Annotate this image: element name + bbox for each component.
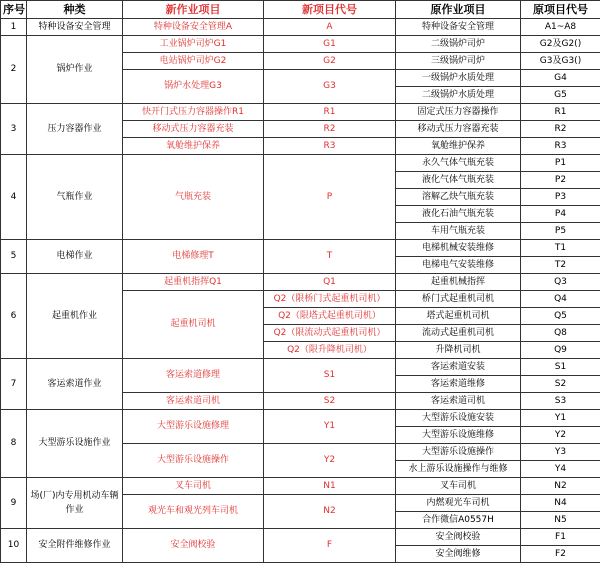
table-row (1, 359, 600, 376)
old-project-cell: 大型游乐设施维修 (396, 427, 521, 444)
new-code-cell: Q1 (264, 274, 396, 291)
category-cell: 场(厂)内专用机动车辆作业 (27, 478, 123, 529)
old-code-cell: Q4 (521, 291, 600, 308)
old-project-cell: 塔式起重机司机 (396, 308, 521, 325)
new-code-cell: Y2 (264, 444, 396, 478)
new-project-cell: 电站锅炉司炉G2 (123, 53, 264, 70)
new-project-cell: 起重机司机 (123, 291, 264, 359)
old-project-cell: 液化石油气瓶充装 (396, 206, 521, 223)
table-row (1, 19, 600, 36)
old-code-cell: A1~A8 (521, 19, 600, 36)
old-code-cell: F2 (521, 546, 600, 563)
new-project-cell: 大型游乐设施操作 (123, 444, 264, 478)
new-project-cell: 快开门式压力容器操作R1 (123, 104, 264, 121)
old-code-cell: Q5 (521, 308, 600, 325)
old-project-cell: 水上游乐设施操作与维修 (396, 461, 521, 478)
old-project-cell: 二级锅炉水质处理 (396, 87, 521, 104)
old-project-cell: 一级锅炉水质处理 (396, 70, 521, 87)
old-project-cell: 起重机械指挥 (396, 274, 521, 291)
old-code-cell: Y4 (521, 461, 600, 478)
old-project-cell: 二级锅炉司炉 (396, 36, 521, 53)
new-code-cell: F (264, 529, 396, 563)
old-project-cell: 安全阀校验 (396, 529, 521, 546)
old-code-cell: T2 (521, 257, 600, 274)
old-code-cell: G5 (521, 87, 600, 104)
table-row (1, 274, 600, 291)
table-row (1, 478, 600, 495)
old-project-cell: 固定式压力容器操作 (396, 104, 521, 121)
old-code-cell: Y2 (521, 427, 600, 444)
old-project-cell: 溶解乙炔气瓶充装 (396, 189, 521, 206)
old-code-cell: S1 (521, 359, 600, 376)
old-project-cell: 永久气体气瓶充装 (396, 155, 521, 172)
old-code-cell: R2 (521, 121, 600, 138)
new-code-cell: N1 (264, 478, 396, 495)
new-project-cell: 起重机指挥Q1 (123, 274, 264, 291)
old-project-cell: 大型游乐设施安装 (396, 410, 521, 427)
old-project-cell: 流动式起重机司机 (396, 325, 521, 342)
old-project-cell: 内燃观光车司机 (396, 495, 521, 512)
new-code-cell: Q2（限桥门式起重机司机） (264, 291, 396, 308)
new-code-cell: Y1 (264, 410, 396, 444)
old-project-cell: 移动式压力容器充装 (396, 121, 521, 138)
new-project-cell: 观光车和观光列车司机 (123, 495, 264, 529)
category-cell: 安全附件维修作业 (27, 529, 123, 563)
new-project-cell: 氧舱维护保养 (123, 138, 264, 155)
seq-cell: 6 (1, 274, 27, 359)
old-project-cell: 客运索道司机 (396, 393, 521, 410)
old-project-cell: 客运索道维修 (396, 376, 521, 393)
new-code-cell: Q2（限塔式起重机司机） (264, 308, 396, 325)
new-project-cell: 工业锅炉司炉G1 (123, 36, 264, 53)
old-project-cell: 桥门式起重机司机 (396, 291, 521, 308)
old-project-cell: 特种设备安全管理 (396, 19, 521, 36)
new-code-cell: A (264, 19, 396, 36)
new-code-cell: P (264, 155, 396, 240)
new-code-cell: S2 (264, 393, 396, 410)
old-code-cell: P5 (521, 223, 600, 240)
new-code-cell: G2 (264, 53, 396, 70)
old-code-cell: G3及G3() (521, 53, 600, 70)
new-code-cell: G1 (264, 36, 396, 53)
header-old-code: 原项目代号 (521, 1, 600, 19)
header-new-code: 新项目代号 (264, 1, 396, 19)
old-code-cell: N5 (521, 512, 600, 529)
new-project-cell: 锅炉水处理G3 (123, 70, 264, 104)
old-code-cell: Q9 (521, 342, 600, 359)
new-project-cell: 移动式压力容器充装 (123, 121, 264, 138)
old-code-cell: P1 (521, 155, 600, 172)
old-code-cell: N2 (521, 478, 600, 495)
seq-cell: 2 (1, 36, 27, 104)
new-project-cell: 气瓶充装 (123, 155, 264, 240)
old-code-cell: G4 (521, 70, 600, 87)
table-row (1, 410, 600, 427)
new-project-cell: 客运索道修理 (123, 359, 264, 393)
header-new-project: 新作业项目 (123, 1, 264, 19)
category-cell: 客运索道作业 (27, 359, 123, 410)
old-project-cell: 车用气瓶充装 (396, 223, 521, 240)
old-project-cell: 客运索道安装 (396, 359, 521, 376)
seq-cell: 9 (1, 478, 27, 529)
new-project-cell: 电梯修理T (123, 240, 264, 274)
seq-cell: 3 (1, 104, 27, 155)
new-project-cell: 安全阀校验 (123, 529, 264, 563)
new-project-cell: 大型游乐设施修理 (123, 410, 264, 444)
new-code-cell: S1 (264, 359, 396, 393)
header-seq: 序号 (1, 1, 27, 19)
old-project-cell: 电梯机械安装维修 (396, 240, 521, 257)
table-row (1, 155, 600, 172)
category-cell: 锅炉作业 (27, 36, 123, 104)
category-cell: 电梯作业 (27, 240, 123, 274)
old-code-cell: Q8 (521, 325, 600, 342)
category-cell: 大型游乐设施作业 (27, 410, 123, 478)
old-code-cell: R1 (521, 104, 600, 121)
old-code-cell: Y3 (521, 444, 600, 461)
seq-cell: 7 (1, 359, 27, 410)
category-cell: 特种设备安全管理 (27, 19, 123, 36)
new-code-cell: Q2（限流动式起重机司机） (264, 325, 396, 342)
category-cell: 压力容器作业 (27, 104, 123, 155)
old-project-cell: 合作微信A0557H (396, 512, 521, 529)
old-code-cell: S2 (521, 376, 600, 393)
old-code-cell: G2及G2() (521, 36, 600, 53)
new-project-cell: 特种设备安全管理A (123, 19, 264, 36)
new-code-cell: R1 (264, 104, 396, 121)
old-code-cell: S3 (521, 393, 600, 410)
old-code-cell: R3 (521, 138, 600, 155)
old-project-cell: 大型游乐设施操作 (396, 444, 521, 461)
old-project-cell: 氧舱维护保养 (396, 138, 521, 155)
old-code-cell: P4 (521, 206, 600, 223)
old-project-cell: 安全阀维修 (396, 546, 521, 563)
category-cell: 气瓶作业 (27, 155, 123, 240)
old-project-cell: 三级锅炉司炉 (396, 53, 521, 70)
table-row (1, 36, 600, 53)
old-project-cell: 升降机司机 (396, 342, 521, 359)
old-code-cell: T1 (521, 240, 600, 257)
old-code-cell: P3 (521, 189, 600, 206)
old-project-cell: 叉车司机 (396, 478, 521, 495)
new-code-cell: N2 (264, 495, 396, 529)
header-row (1, 1, 600, 19)
seq-cell: 10 (1, 529, 27, 563)
old-project-cell: 电梯电气安装维修 (396, 257, 521, 274)
old-code-cell: Y1 (521, 410, 600, 427)
old-code-cell: N4 (521, 495, 600, 512)
seq-cell: 1 (1, 19, 27, 36)
new-code-cell: R2 (264, 121, 396, 138)
table-row (1, 240, 600, 257)
old-project-cell: 液化气体气瓶充装 (396, 172, 521, 189)
new-code-cell: T (264, 240, 396, 274)
old-code-cell: Q3 (521, 274, 600, 291)
new-project-cell: 客运索道司机 (123, 393, 264, 410)
new-code-cell: Q2（限升降机司机） (264, 342, 396, 359)
category-cell: 起重机作业 (27, 274, 123, 359)
old-code-cell: F1 (521, 529, 600, 546)
seq-cell: 8 (1, 410, 27, 478)
seq-cell: 5 (1, 240, 27, 274)
new-code-cell: R3 (264, 138, 396, 155)
old-code-cell: P2 (521, 172, 600, 189)
header-old-project: 原作业项目 (396, 1, 521, 19)
header-category: 种类 (27, 1, 123, 19)
table-row (1, 104, 600, 121)
new-project-cell: 叉车司机 (123, 478, 264, 495)
seq-cell: 4 (1, 155, 27, 240)
new-code-cell: G3 (264, 70, 396, 104)
